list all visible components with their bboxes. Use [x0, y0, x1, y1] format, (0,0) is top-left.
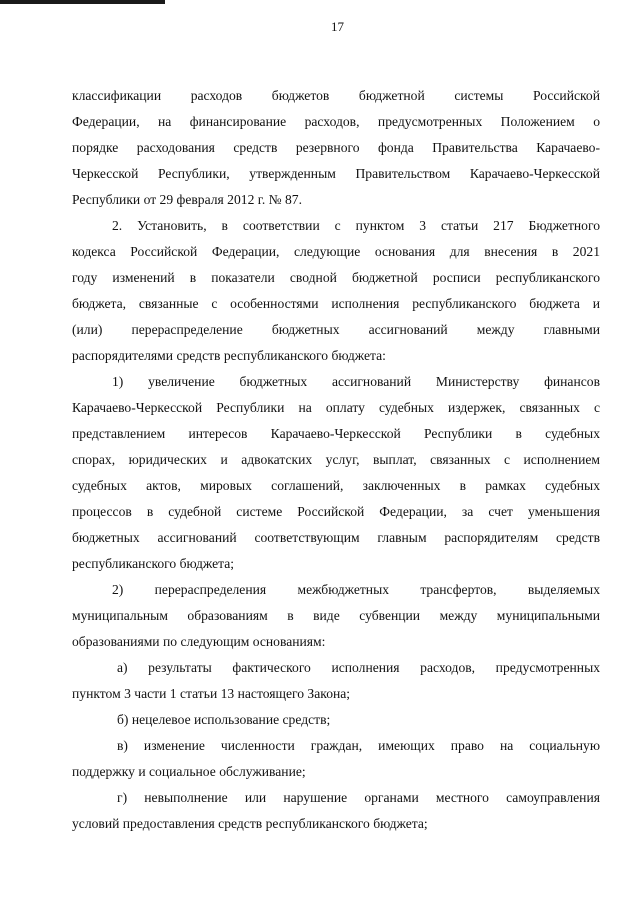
- paragraph-start-line: 1) увеличение бюджетных ассигнований Министерству финансов: [112, 374, 600, 389]
- text-line: процессов в судебной системе Российской Федерации, за счет уменьшения: [72, 504, 600, 519]
- text-line: представлением интересов Карачаево-Черкесской Республики в судебных: [72, 426, 600, 441]
- text-line: порядке расходования средств резервного фонда Правительства Карачаево-: [72, 140, 600, 155]
- text-line: бюджетных ассигнований соответствующим главным распорядителям средств: [72, 530, 600, 545]
- text-line: Федерации, на финансирование расходов, предусмотренных Положением о: [72, 114, 600, 129]
- text-line: республиканского бюджета;: [72, 556, 235, 571]
- text-line: Республики от 29 февраля 2012 г. № 87.: [72, 192, 302, 207]
- text-line: Черкесской Республики, утвержденным Правительством Карачаево-Черкесской: [72, 166, 600, 181]
- text-line: (или) перераспределение бюджетных ассигнований между главными: [72, 322, 600, 337]
- text-line: условий предоставления средств республиканского бюджета;: [72, 816, 428, 831]
- text-line: Карачаево-Черкесской Республики на оплату судебных издержек, связанных с: [72, 400, 600, 415]
- text-line: бюджета, связанные с особенностями исполнения республиканского бюджета и: [72, 296, 600, 311]
- paragraph-start-line: в) изменение численности граждан, имеющих право на социальную: [117, 738, 600, 753]
- text-line: спорах, юридических и адвокатских услуг, выплат, связанных с исполнением: [72, 452, 600, 467]
- text-line: кодекса Российской Федерации, следующие основания для внесения в 2021: [72, 244, 600, 259]
- paragraph-start-line: 2) перераспределения межбюджетных трансфертов, выделяемых: [112, 582, 600, 597]
- scan-edge-mark: [0, 0, 165, 4]
- text-line: распорядителями средств республиканского бюджета:: [72, 348, 386, 363]
- text-line: пунктом 3 части 1 статьи 13 настоящего Закона;: [72, 686, 351, 701]
- text-line: классификации расходов бюджетов бюджетной системы Российской: [72, 88, 600, 103]
- page-number: 17: [331, 19, 344, 34]
- text-line: судебных актов, мировых соглашений, заключенных в рамках судебных: [72, 478, 600, 493]
- text-line: году изменений в показатели сводной бюджетной росписи республиканского: [72, 270, 600, 285]
- paragraph-start-line: г) невыполнение или нарушение органами местного самоуправления: [117, 790, 600, 805]
- text-line: поддержку и социальное обслуживание;: [72, 764, 306, 779]
- paragraph-start-line: 2. Установить, в соответствии с пунктом 3 статьи 217 Бюджетного: [112, 218, 600, 233]
- paragraph-start-line: б) нецелевое использование средств;: [117, 712, 331, 727]
- text-line: муниципальным образованиям в виде субвенции между муниципальными: [72, 608, 600, 623]
- paragraph-start-line: а) результаты фактического исполнения расходов, предусмотренных: [117, 660, 600, 675]
- text-line: образованиями по следующим основаниям:: [72, 634, 326, 649]
